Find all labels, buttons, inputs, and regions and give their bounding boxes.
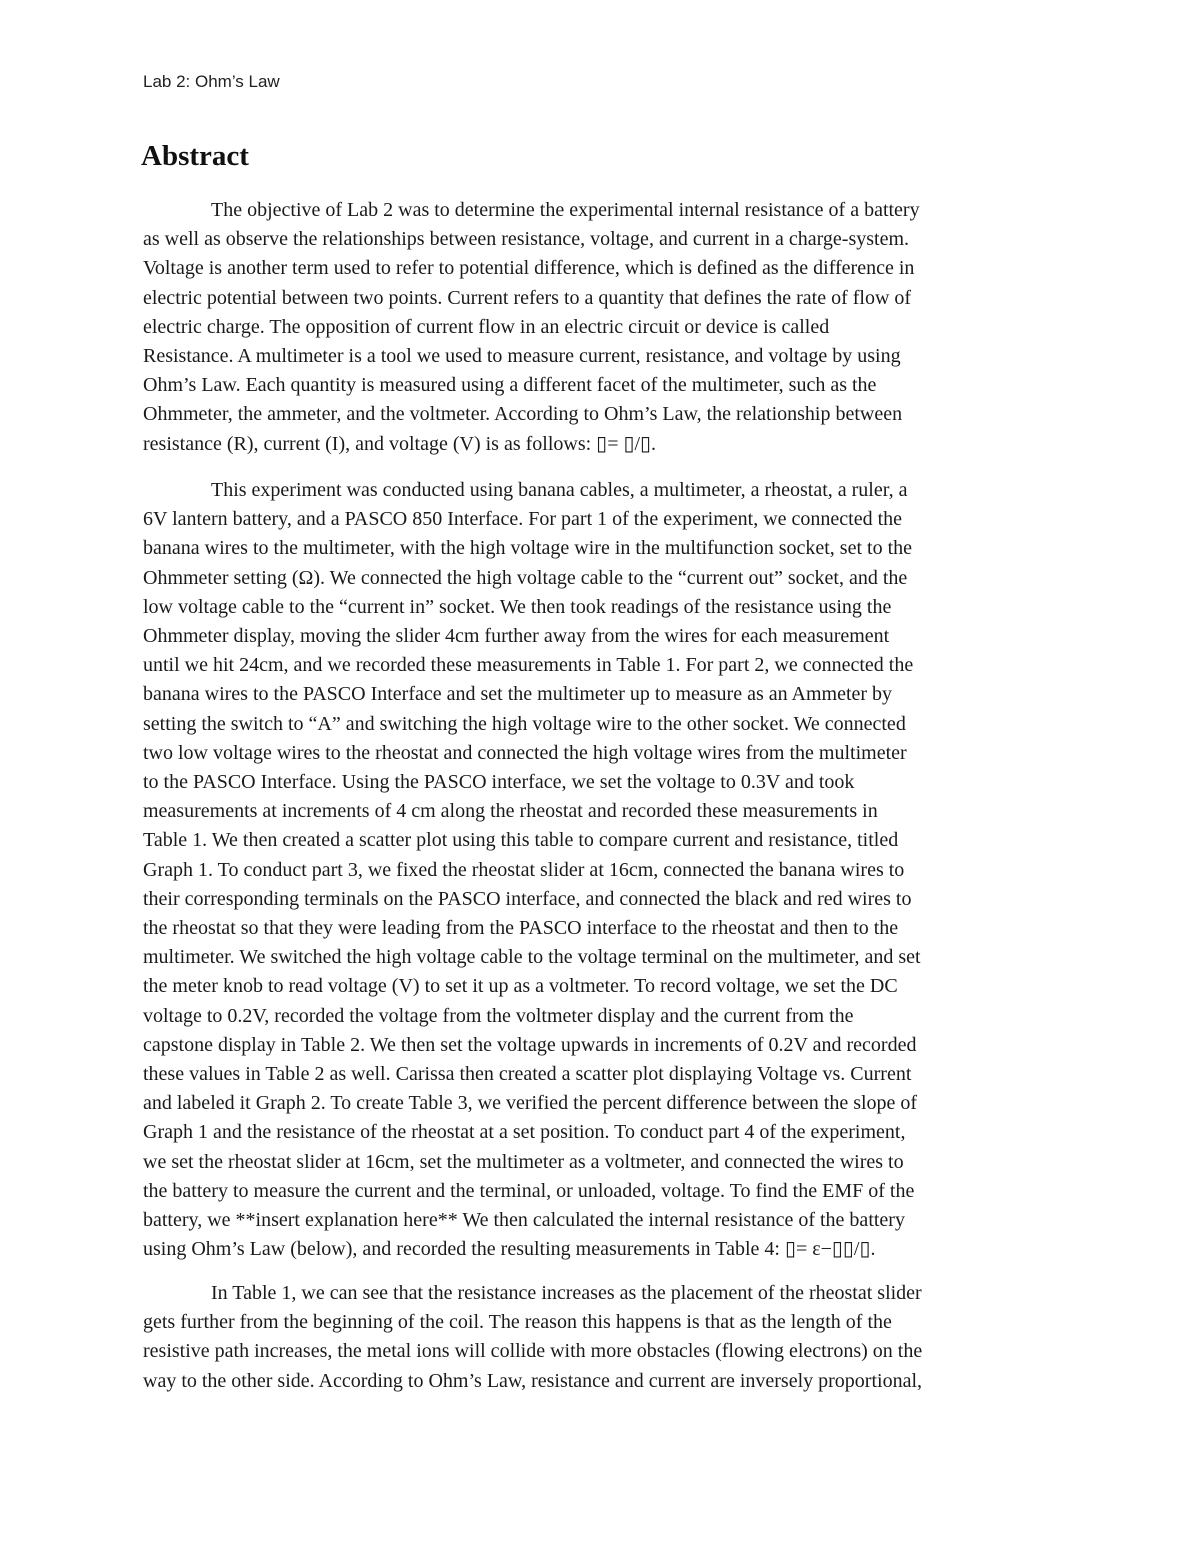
paragraph-line: Table 1. We then created a scatter plot using this table to compare current and resistance, titled (143, 829, 899, 852)
paragraph-line: gets further from the beginning of the coil. The reason this happens is that as the length of the (143, 1311, 892, 1334)
paragraph-line: their corresponding terminals on the PASCO interface, and connected the black and red wires to (143, 887, 912, 910)
paragraph-line: Resistance. A multimeter is a tool we used to measure current, resistance, and voltage by using (143, 345, 901, 368)
paragraph-line: banana wires to the PASCO Interface and set the multimeter up to measure as an Ammeter by (143, 683, 893, 706)
paragraph-line: low voltage cable to the “current in” socket. We then took readings of the resistance using the (143, 595, 892, 618)
paragraph-line: Voltage is another term used to refer to potential difference, which is defined as the difference in (143, 257, 915, 280)
paragraph-line: until we hit 24cm, and we recorded these measurements in Table 1. For part 2, we connected the (143, 654, 914, 677)
paragraph-line: measurements at increments of 4 cm along the rheostat and recorded these measurements in (143, 800, 878, 823)
paragraph-3-text (143, 1279, 1068, 1396)
paragraph-line: Ohmmeter display, moving the slider 4cm further away from the wires for each measurement (143, 625, 890, 648)
paragraph-line: to the PASCO Interface. Using the PASCO interface, we set the voltage to 0.3V and took (143, 771, 855, 794)
paragraph-1-text (143, 196, 1068, 459)
paragraph-line: 6V lantern battery, and a PASCO 850 Interface. For part 1 of the experiment, we connected the (143, 508, 903, 531)
paragraph-2-text (143, 476, 1068, 1264)
paragraph-line: using Ohm’s Law (below), and recorded the resulting measurements in Table 4: ▯= ε−▯▯/▯. (143, 1238, 876, 1261)
paragraph-line: Ohm’s Law. Each quantity is measured using a different facet of the multimeter, such as the (143, 374, 877, 397)
paragraph-line: the rheostat so that they were leading from the PASCO interface to the rheostat and then to the (143, 917, 899, 940)
paragraph-line: In Table 1, we can see that the resistance increases as the placement of the rheostat slider (211, 1282, 922, 1304)
paragraph-3 (143, 1279, 1068, 1406)
paragraph-1 (143, 196, 1068, 469)
paragraph-line: resistance (R), current (I), and voltage (V) is as follows: ▯= ▯/▯. (143, 432, 657, 455)
paragraph-line: Graph 1. To conduct part 3, we fixed the rheostat slider at 16cm, connected the banana wires to (143, 858, 905, 881)
paragraph-line: banana wires to the multimeter, with the high voltage wire in the multifunction socket, set to the (143, 537, 913, 560)
paragraph-line: capstone display in Table 2. We then set the voltage upwards in increments of 0.2V and recorded (143, 1033, 917, 1056)
paragraph-line: voltage to 0.2V, recorded the voltage from the voltmeter display and the current from the (143, 1004, 854, 1027)
paragraph-line: two low voltage wires to the rheostat and connected the high voltage wires from the multimeter (143, 741, 907, 764)
paragraph-2 (143, 476, 1068, 1274)
paragraph-line: the battery to measure the current and the terminal, or unloaded, voltage. To find the EMF of the (143, 1179, 915, 1202)
paragraph-line: these values in Table 2 as well. Carissa then created a scatter plot displaying Voltage vs. Current (143, 1063, 912, 1086)
paragraph-line: Graph 1 and the resistance of the rheostat at a set position. To conduct part 4 of the experiment, (143, 1121, 906, 1144)
paragraph-line: we set the rheostat slider at 16cm, set the multimeter as a voltmeter, and connected the wires to (143, 1150, 904, 1173)
paragraph-line: electric potential between two points. Current refers to a quantity that defines the rate of flow of (143, 286, 912, 309)
paragraph-line: multimeter. We switched the high voltage cable to the voltage terminal on the multimeter, and set (143, 946, 921, 969)
paragraph-line: Ohmmeter setting (Ω). We connected the high voltage cable to the “current out” socket, and the (143, 566, 908, 589)
running-header: Lab 2: Ohm’s Law (143, 72, 280, 91)
paragraph-line: battery, we **insert explanation here** We then calculated the internal resistance of the battery (143, 1209, 905, 1232)
paragraph-line: and labeled it Graph 2. To create Table 3, we verified the percent difference between the slope of (143, 1092, 918, 1115)
paragraph-line: setting the switch to “A” and switching the high voltage wire to the other socket. We connected (143, 712, 906, 735)
paragraph-line: resistive path increases, the metal ions will collide with more obstacles (flowing electrons) on the (143, 1340, 923, 1363)
paragraph-line: the meter knob to read voltage (V) to set it up as a voltmeter. To record voltage, we set the DC (143, 975, 898, 998)
paragraph-line: Ohmmeter, the ammeter, and the voltmeter. According to Ohm’s Law, the relationship between (143, 403, 903, 426)
section-heading: Abstract (141, 140, 249, 172)
paragraph-line: electric charge. The opposition of current flow in an electric circuit or device is called (143, 315, 830, 338)
paragraph-line: as well as observe the relationships between resistance, voltage, and current in a charge-system. (143, 228, 910, 251)
paragraph-line: The objective of Lab 2 was to determine the experimental internal resistance of a battery (211, 199, 920, 221)
paragraph-line: way to the other side. According to Ohm’s Law, resistance and current are inversely proportional, (143, 1369, 923, 1392)
paragraph-line: This experiment was conducted using banana cables, a multimeter, a rheostat, a ruler, a (211, 479, 908, 501)
